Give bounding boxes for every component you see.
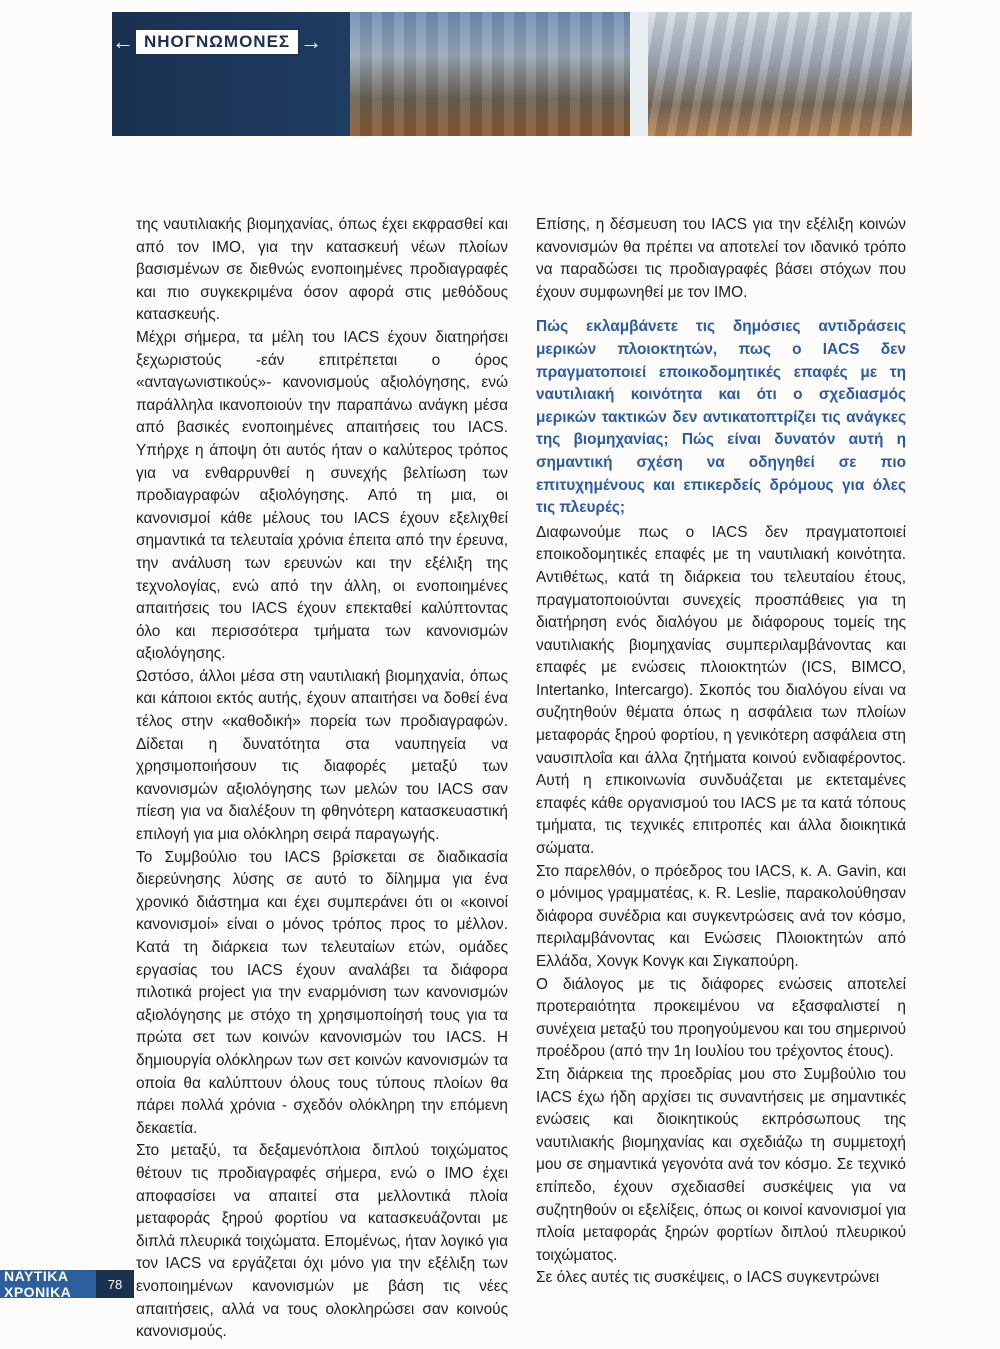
page-footer: [0, 1270, 134, 1298]
paragraph: Μέχρι σήμερα, τα μέλη του IACS έχουν διατηρήσει ξεχωριστούς -εάν επιτρέπεται ο όρος «ανταγωνιστικούς»- κανονισμούς αξιολόγησης, ενώ παράλληλα ικανοποιούν την παραπάνω ανάγκη μέσα από βασικές ενοποιημένες απαιτήσεις του IACS. Υπήρχε η άποψη ότι αυτός ήταν ο καλύτερος τρόπος για να ενθαρρυνθεί η συνεχής βελτίωση των προδιαγραφών αξιολόγησης. Από τη μια, οι κανονισμοί κάθε μέλους του IACS έχουν εξελιχθεί σημαντικά τα τελευταία χρόνια έπειτα από την έρευνα, την ανάλυση των ερευνών και την εξέλιξη της τεχνολογίας, ενώ από την άλλη, οι ενοποιημένες απαιτήσεις του IACS έχουν επεκταθεί καλύπτοντας όλο και περισσότερα τμήματα των κανονισμών αξιολόγησης.: [136, 328, 508, 663]
right-column: [536, 214, 906, 1290]
paragraph: Στο μεταξύ, τα δεξαμενόπλοια διπλού τοιχώματος θέτουν τις προδιαγραφές σήμερα, ενώ ο ΙΜΟ έχει αποφασίσει να απαιτεί στα μελλοντικά πλοία μεταφοράς ξηρού φορτίου να κατασκευάζονται με διπλά πλευρικά τοιχώματα. Επομένως, ήταν λογικό για τον IACS να εργάζεται όχι μόνο για την εξέλιξη των ενοποιημένων κανονισμών με βάση τις νέες απαιτήσεις, αλλά να τους ολοκληρώσει σαν κοινούς κανονισμούς.: [136, 1142, 508, 1341]
paragraph: της ναυτιλιακής βιομηχανίας, όπως έχει εκφρασθεί και από τον ΙΜΟ, για την κατασκευή νέων πλοίων βασισμένων σε διεθνώς ενοποιημένες προδιαγραφές και πιο συγκεκριμένα όσον αφορά στις μεθόδους κατασκευής.: [136, 216, 508, 324]
section-label: ΝΗΟΓΝΩΜΟΝΕΣ: [134, 28, 300, 56]
arrow-right-icon: →: [300, 29, 323, 54]
paragraph: Στη διάρκεια της προεδρίας μου στο Συμβούλιο του IACS έχω ήδη αρχίσει τις συναντήσεις με σημαντικές ενώσεις και διοικητικούς εκπρόσωπους της ναυτιλιακής βιομηχανίας και σχεδιάζω τη συμμετοχή μου σε σημαντικά γεγονότα ανά τον κόσμο. Σε τεχνικό επίπεδο, έχουν σχεδιασθεί συσκέψεις για να συζητηθούν οι εξελίξεις, όπως οι κοινοί κανονισμοί για πλοία μεταφοράς ξηρών φορτίων διπλού πλευρικού τοιχώματος.: [536, 1065, 906, 1264]
paragraph: Διαφωνούμε πως ο IACS δεν πραγματοποιεί εποικοδομητικές επαφές με τη ναυτιλιακή κοινότητα. Αντιθέτως, κατά τη διάρκεια του τελευταίου έτους, πραγματοποιούνται συνεχείς προσπάθειες για τη διατήρηση ενός διαλόγου με διάφορους τομείς της ναυτιλιακής βιομηχανίας συμπεριλαμβάνοντας και επαφές με ενώσεις πλοιοκτητών (ICS, BIMCO, Intertanko, Intercargo). Σκοπός του διαλόγου είναι να συζητηθούν θέματα όπως η ασφάλεια των πλοίων μεταφοράς ξηρού φορτίου, η γενικότερη ασφάλεια στη ναυσιπλοΐα και άλλα ζητήματα κοινού ενδιαφέροντος. Αυτή η επικοινωνία συνδυάζεται με εκτεταμένες επαφές κάθε οργανισμού του IACS με τα κατά τόπους τμήματα, τις τεχνικές επιτροπές και άλλα διοικητικά σώματα.: [536, 523, 906, 858]
shipyard-photo-left: [350, 12, 630, 136]
paragraph: Ωστόσο, άλλοι μέσα στη ναυτιλιακή βιομηχανία, όπως και κάποιοι εκτός αυτής, έχουν απαιτήσει να δοθεί ένα τέλος στην «καθοδική» πορεία των προδιαγραφών. Δίδεται η δυνατότητα στα ναυπηγεία να χρησιμοποιήσουν τις διαφορές μεταξύ των κανονισμών αξιολόγησης των μελών του IACS σαν πίεση για να διαλέξουν τη φθηνότερη κατασκευαστική επιλογή για μια ολόκληρη σειρά παραγωγής.: [136, 667, 508, 844]
paragraph-intro: Επίσης, η δέσμευση του IACS για την εξέλιξη κοινών κανονισμών θα πρέπει να αποτελεί τον ιδανικό τρόπο να παραδώσει τις προδιαγραφές βάσει στόχων που έχουν συμφωνηθεί με τον ΙΜΟ.: [536, 216, 906, 301]
photo-divider: [630, 12, 648, 136]
paragraph: Ο διάλογος με τις διάφορες ενώσεις αποτελεί προτεραιότητα προκειμένου να εξασφαλιστεί η συνέχεια μεταξύ του προηγούμενου και του σημερινού προέδρου (από την 1η Ιουλίου του τρέχοντος έτους).: [536, 975, 906, 1061]
paragraph: Σε όλες αυτές τις συσκέψεις, ο IACS συγκεντρώνει: [536, 1269, 880, 1287]
publication-name: ΝΑΥΤΙΚΑ ΧΡΟΝΙΚΑ: [4, 1268, 72, 1300]
paragraph: Το Συμβούλιο του IACS βρίσκεται σε διαδικασία διερεύνησης λύσης σε αυτό το δίλημμα για ένα χρονικό διάστημα και έχει συμπεράνει ότι οι «κοινοί κανονισμοί» είναι ο μόνος τρόπος προς το μέλλον. Κατά τη διάρκεια των τελευταίων ετών, ομάδες εργασίας του IACS έχουν αναλάβει τα διάφορα πιλοτικά project για την εναρμόνιση των κανονισμών αξιολόγησης με στόχο τη χρησιμοποίησή τους για τα πρώτα σετ των κοινών κανονισμών του IACS. Η δημιουργία ολόκληρων των σετ κοινών κανονισμών τα οποία θα καλύπτουν όλους τους τύπους πλοίων θα πάρει πολλά χρόνια - σχεδόν ολόκληρη την επόμενη δεκαετία.: [136, 848, 508, 1137]
page-number: 78: [96, 1270, 134, 1298]
section-tag: [112, 27, 323, 57]
arrow-left-icon: ←: [112, 29, 134, 54]
shipyard-photo-right: [648, 12, 912, 136]
left-column: [136, 214, 508, 1344]
interview-question: Πώς εκλαμβάνετε τις δημόσιες αντιδράσεις μερικών πλοιοκτητών, πως ο IACS δεν πραγματοποιεί εποικοδομητικές επαφές με τη ναυτιλιακή κοινότητα και ότι ο σχεδιασμός μερικών τακτικών δεν αντικατοπτρίζει τις ανάγκες της βιομηχανίας; Πώς είναι δυνατόν αυτή η σημαντική σχέση να οδηγηθεί σε πιο επιτυχημένους και επικερδείς δρόμους για όλες τις πλευρές;: [536, 318, 906, 517]
paragraph: Στο παρελθόν, ο πρόεδρος του IACS, κ. A. Gavin, και ο μόνιμος γραμματέας, κ. R. Leslie, παρακολούθησαν διάφορα συνέδρια και συγκεντρώσεις ανά τον κόσμο, περιλαμβάνοντας και Ενώσεις Πλοιοκτητών από Ελλάδα, Χονγκ Κονγκ και Σιγκαπούρη.: [536, 862, 906, 970]
